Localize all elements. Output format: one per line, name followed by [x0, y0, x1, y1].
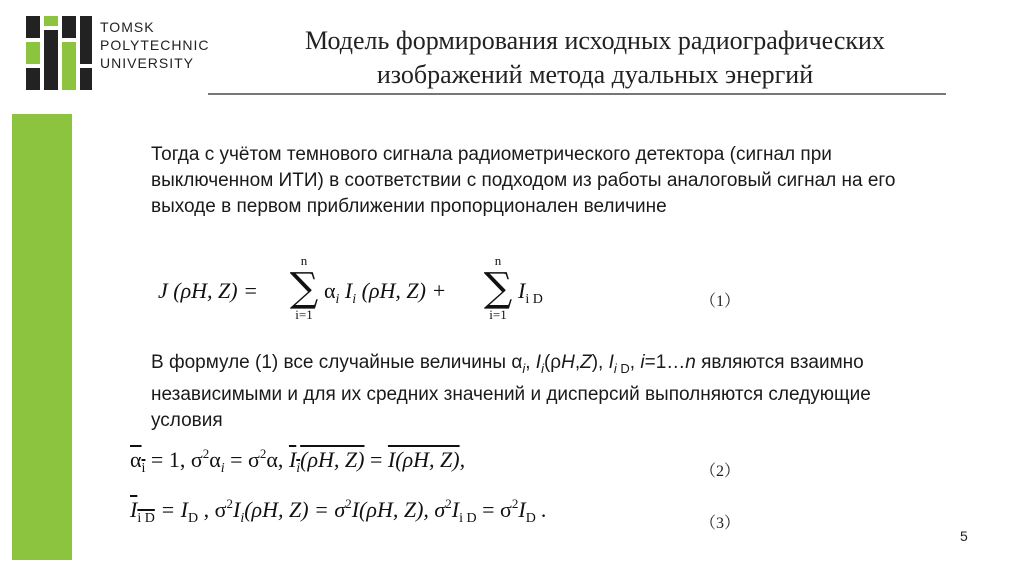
eq3-end: .	[535, 497, 547, 522]
formula-3	[130, 496, 547, 527]
eq3-I3: I	[451, 497, 460, 522]
p2-mid2: (ρ	[543, 352, 562, 373]
eq2-part-b: = σ	[224, 447, 260, 472]
eq3-I4: I	[518, 497, 526, 522]
eq2-rhs: I(ρH, Z)	[387, 447, 460, 472]
sum-2-lower: i=1	[489, 307, 507, 322]
p2-lead: В формуле (1) все случайные величины α	[151, 352, 523, 373]
intensity-args: (ρH, Z) +	[361, 278, 447, 303]
p2-mid1: ,	[525, 352, 536, 373]
eq2-I: I	[288, 447, 297, 472]
paragraph-conditions	[151, 350, 921, 434]
eq3-sub-i: i	[240, 511, 245, 526]
p2-I2: I	[608, 352, 614, 373]
eq3-sub-D: D	[188, 511, 199, 526]
eq3-part-d: I(ρH, Z), σ	[351, 497, 446, 522]
eq2-alpha: α	[130, 447, 142, 472]
p2-n: n	[685, 352, 696, 373]
p2-i-index: i	[640, 352, 645, 373]
intensity-subscript: i	[352, 292, 357, 307]
formula-1	[158, 254, 578, 334]
eq3-sub-iD: i D	[137, 511, 155, 526]
p2-sub-i2: i	[541, 360, 544, 376]
university-logo	[26, 12, 92, 92]
formula-2	[130, 446, 465, 477]
dark-intensity-symbol: I	[518, 278, 526, 303]
eq3-I: I	[130, 497, 138, 522]
formula-1-lhs: J (ρH, Z) =	[158, 278, 258, 303]
eq2-sup-a: 2	[202, 446, 210, 461]
eq2-end: ,	[459, 447, 466, 472]
p2-mid4: ,	[629, 352, 641, 373]
sum-1-lower: i=1	[295, 307, 313, 322]
eq2-part-c: α,	[266, 447, 289, 472]
logo-line-3: UNIVERSITY	[100, 55, 195, 71]
paragraph-intro: Тогда с учётом темнового сигнала радиометрического детектора (сигнал при выключенном ИТИ) в соответствии с подходом из работы аналоговый сигнал на его выходе в первом приближении пропорционален величине	[151, 144, 896, 217]
sum-2-upper: n	[494, 253, 502, 268]
eq3-part-e: = σ	[476, 497, 512, 522]
eq3-sup-c: 2	[445, 496, 452, 511]
eq3-sup-b: 2	[345, 496, 352, 511]
dark-intensity-subscript: i D	[525, 292, 543, 307]
dark-mean	[130, 497, 155, 526]
alpha-symbol: α	[324, 278, 336, 303]
p2-rest: являются взаимно независимыми и для их средних значений и дисперсий выполняются следующие условия	[151, 352, 871, 431]
equation-number-3: （3）	[700, 515, 741, 532]
logo-line-1: TOMSK	[100, 19, 155, 35]
p2-sub-i1: i	[522, 360, 526, 376]
accent-bar	[12, 114, 72, 560]
p2-sub-D: D	[616, 360, 630, 376]
equation-number-2: （2）	[700, 463, 741, 480]
eq2-sub-i-a: i	[141, 461, 146, 476]
p2-range: =1…	[644, 352, 686, 373]
eq2-sub-i-c: i	[296, 461, 301, 476]
eq3-I2: I	[232, 497, 241, 522]
p2-comma: ,	[574, 352, 581, 373]
p2-I1: I	[535, 352, 542, 373]
page-number: 5	[960, 528, 968, 544]
university-name	[100, 18, 210, 72]
eq3-sub-D-2: D	[525, 511, 536, 526]
eq2-sub-i-b: i	[220, 461, 225, 476]
eq3-sup-a: 2	[226, 496, 233, 511]
title-divider	[208, 93, 946, 95]
p2-sub-i3: i	[613, 360, 617, 376]
eq2-part-a: = 1, σ	[145, 447, 203, 472]
eq3-sup-d: 2	[511, 496, 519, 511]
equation-number-1: （1）	[700, 293, 741, 310]
eq2-alpha-2: α	[209, 447, 221, 472]
eq2-eq: =	[364, 447, 388, 472]
sum-symbol-2: n ∑ i=1	[480, 254, 516, 322]
eq3-part-c: (ρH, Z) = σ	[244, 497, 346, 522]
p2-H: H	[561, 352, 575, 373]
sum-symbol-1: n ∑ i=1	[286, 254, 322, 322]
p2-mid3: ),	[591, 352, 609, 373]
slide-title: Модель формирования исходных радиографических изображений метода дуальных энергий	[305, 26, 885, 89]
logo-line-2: POLYTECHNIC	[100, 37, 210, 53]
eq3-part-a: = I	[154, 497, 188, 522]
intensity-mean	[288, 447, 365, 476]
intensity-symbol: I	[344, 278, 353, 303]
eq3-part-b: , σ	[198, 497, 227, 522]
p2-Z: Z	[580, 352, 592, 373]
eq3-sub-iD-2: i D	[459, 511, 477, 526]
sum-1-upper: n	[300, 253, 308, 268]
eq2-sup-b: 2	[259, 446, 267, 461]
alpha-subscript: i	[335, 292, 340, 307]
eq2-args: (ρH, Z)	[300, 447, 365, 472]
alpha-mean	[130, 447, 146, 476]
